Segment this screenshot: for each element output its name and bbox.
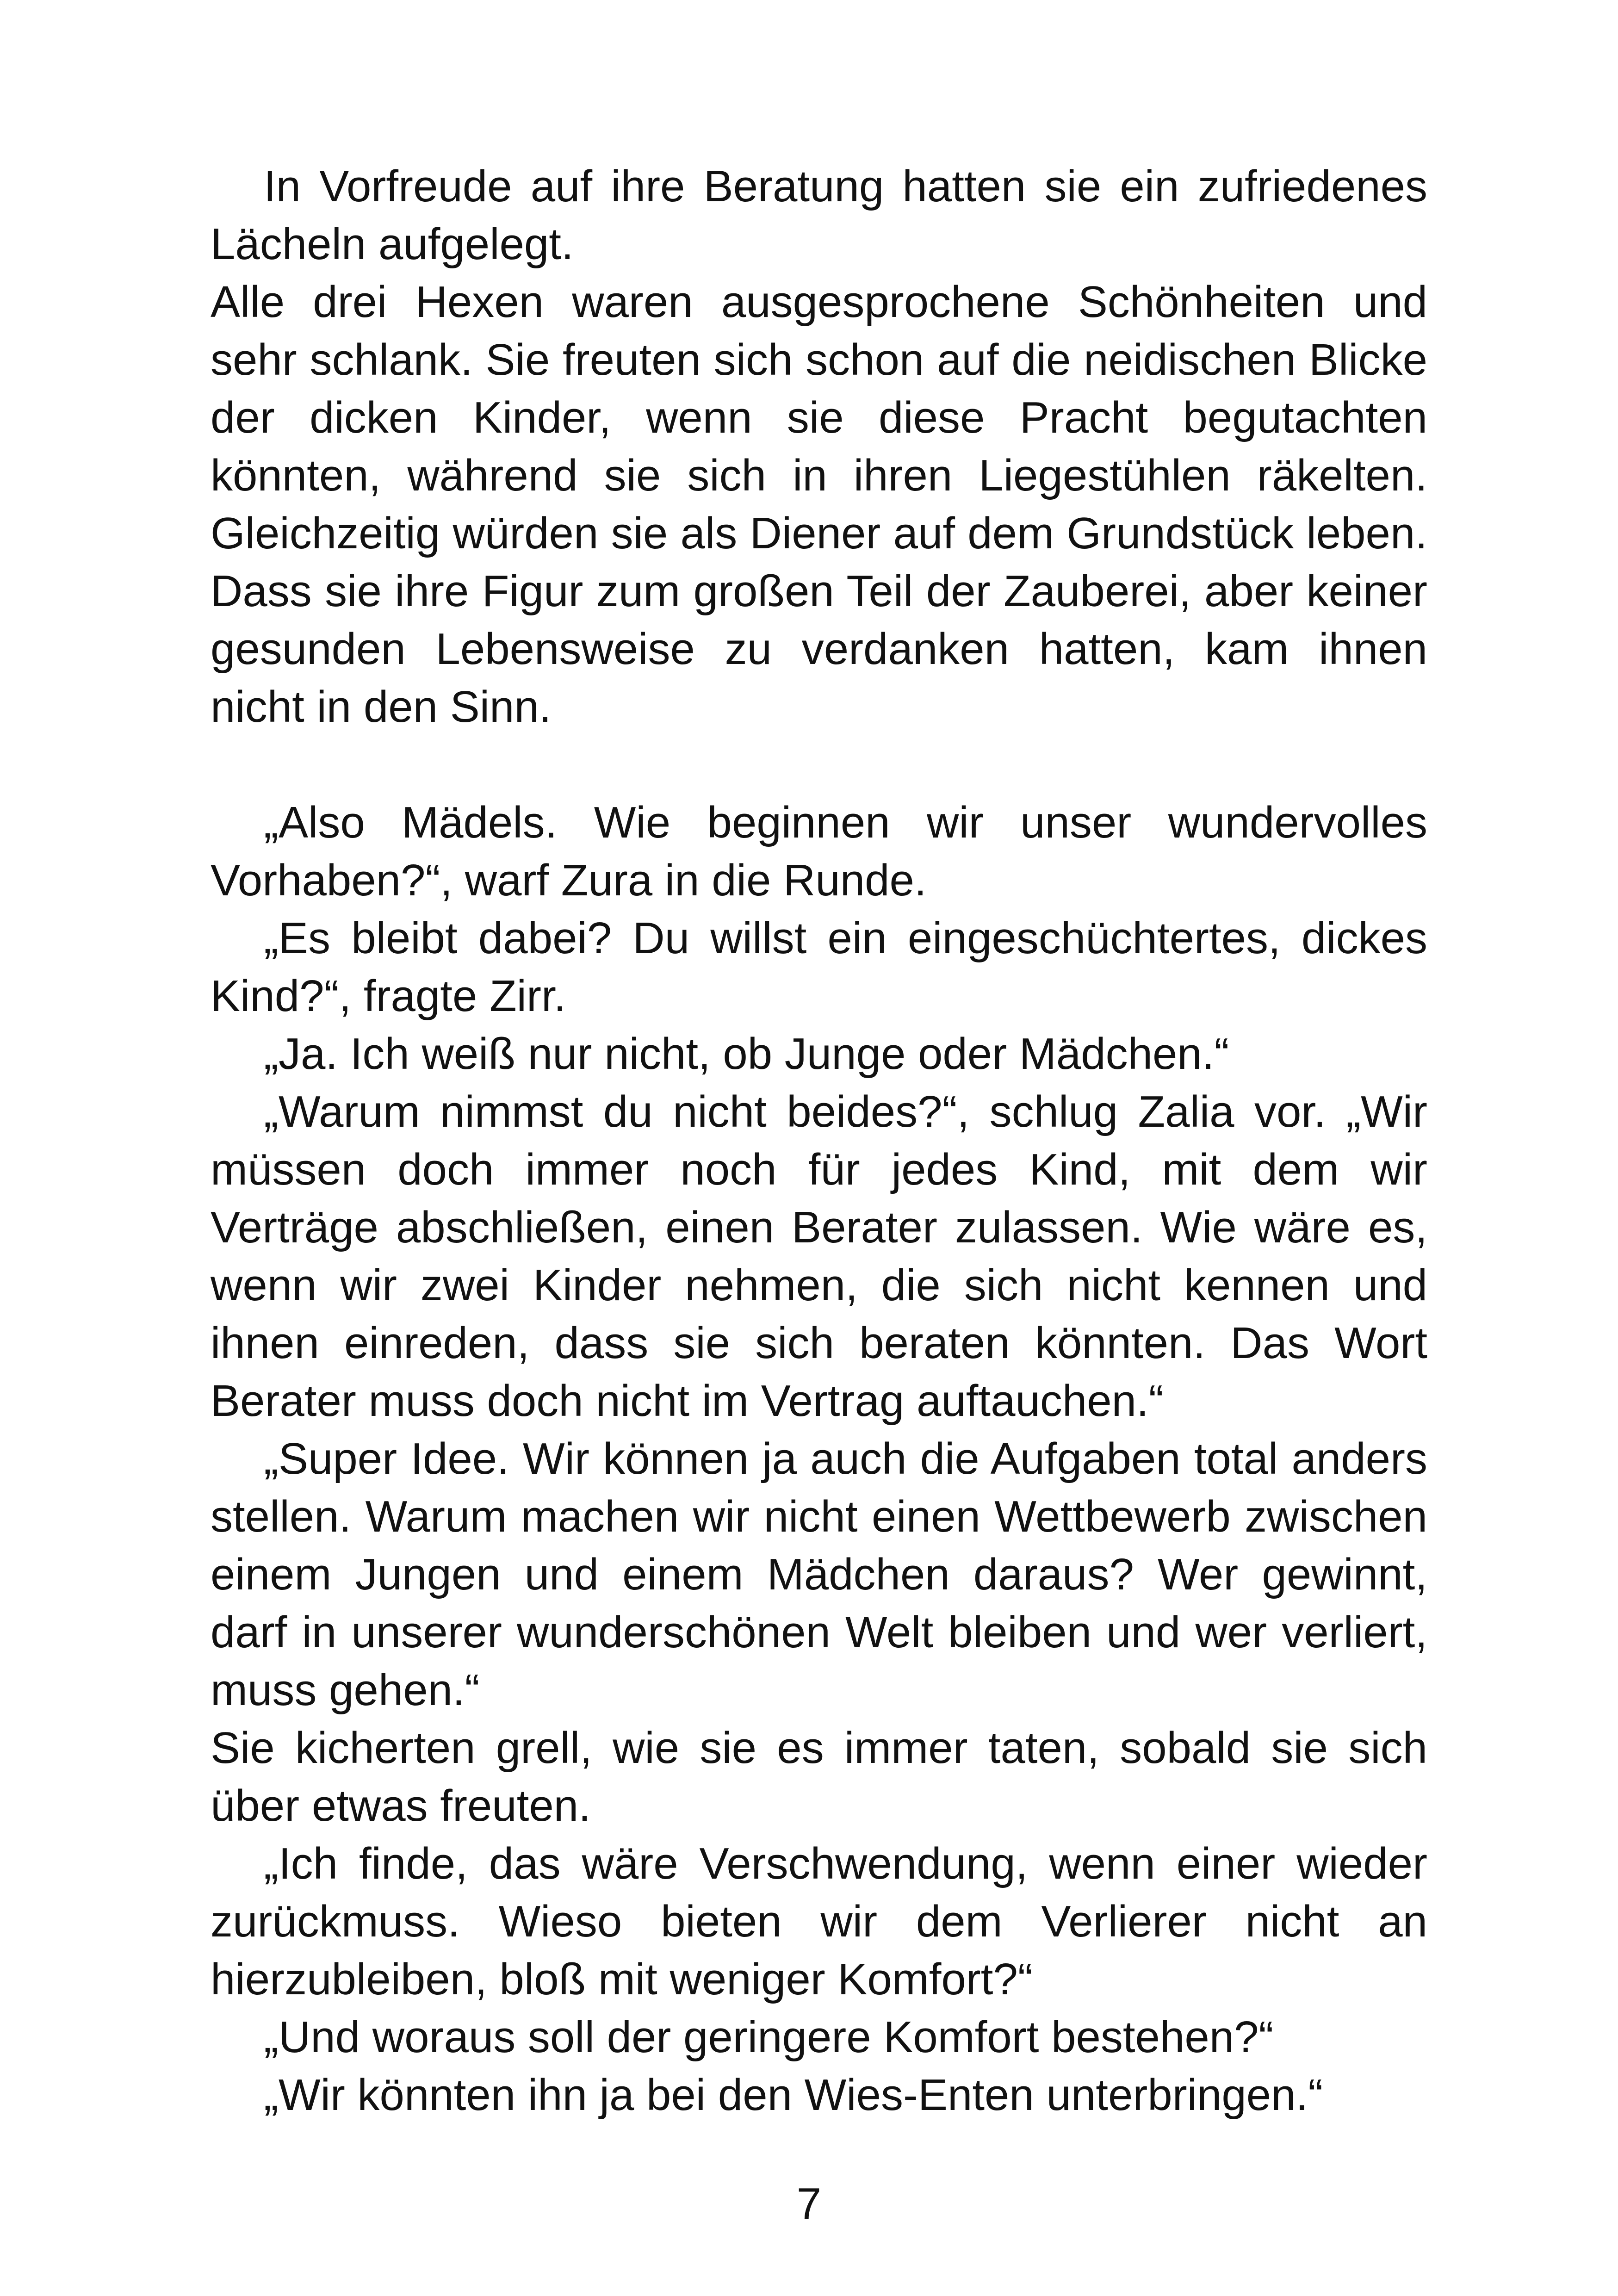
paragraph: In Vorfreude auf ihre Beratung hatten sie ein zufriedenes Lächeln aufgelegt. <box>211 161 1427 269</box>
paragraph-spacer <box>211 736 1427 794</box>
paragraph: „Wir könnten ihn ja bei den Wies-Enten unterbringen.“ <box>264 2070 1323 2120</box>
paragraph: „Warum nimmst du nicht beides?“, schlug Zalia vor. „Wir müssen doch immer noch für jedes Kind, mit dem wir Verträge abschließen, einen Berater zulassen. Wie wäre es, wenn wir zwei Kinder nehmen, die sich nicht kennen und ihnen einreden, dass sie sich beraten könnten. Das Wort Berater muss doch nicht im Vertrag auftauchen.“ <box>211 1087 1427 1426</box>
paragraph: „Ich finde, das wäre Verschwendung, wenn einer wieder zurückmuss. Wieso bieten wir dem Verlierer nicht an hierzubleiben, bloß mit weniger Komfort?“ <box>211 1839 1427 2004</box>
paragraph: „Es bleibt dabei? Du willst ein eingeschüchtertes, dickes Kind?“, fragte Zirr. <box>211 913 1427 1021</box>
document-page <box>211 157 1427 2124</box>
paragraph: Sie kicherten grell, wie sie es immer taten, sobald sie sich über etwas freuten. <box>211 1723 1427 1831</box>
page-number: 7 <box>796 2179 822 2228</box>
paragraph: „Und woraus soll der geringere Komfort bestehen?“ <box>264 2012 1274 2062</box>
paragraph: „Ja. Ich weiß nur nicht, ob Junge oder Mädchen.“ <box>264 1029 1229 1079</box>
paragraph: „Super Idee. Wir können ja auch die Aufgaben total anders stellen. Warum machen wir nicht einen Wettbewerb zwischen einem Jungen und einem Mädchen daraus? Wer gewinnt, darf in unserer wunderschönen Welt bleiben und wer verliert, muss gehen.“ <box>211 1434 1427 1715</box>
paragraph: „Also Mädels. Wie beginnen wir unser wundervolles Vorhaben?“, warf Zura in die Runde. <box>211 798 1427 905</box>
paragraph: Alle drei Hexen waren ausgesprochene Schönheiten und sehr schlank. Sie freuten sich schon auf die neidischen Blicke der dicken Kinder, wenn sie diese Pracht begutachten könnten, während sie sich in ihren Liegestühlen räkelten. Gleichzeitig würden sie als Diener auf dem Grundstück leben. Dass sie ihre Figur zum großen Teil der Zauberei, aber keiner gesunden Lebensweise zu verdanken hatten, kam ihnen nicht in den Sinn. <box>211 277 1427 732</box>
